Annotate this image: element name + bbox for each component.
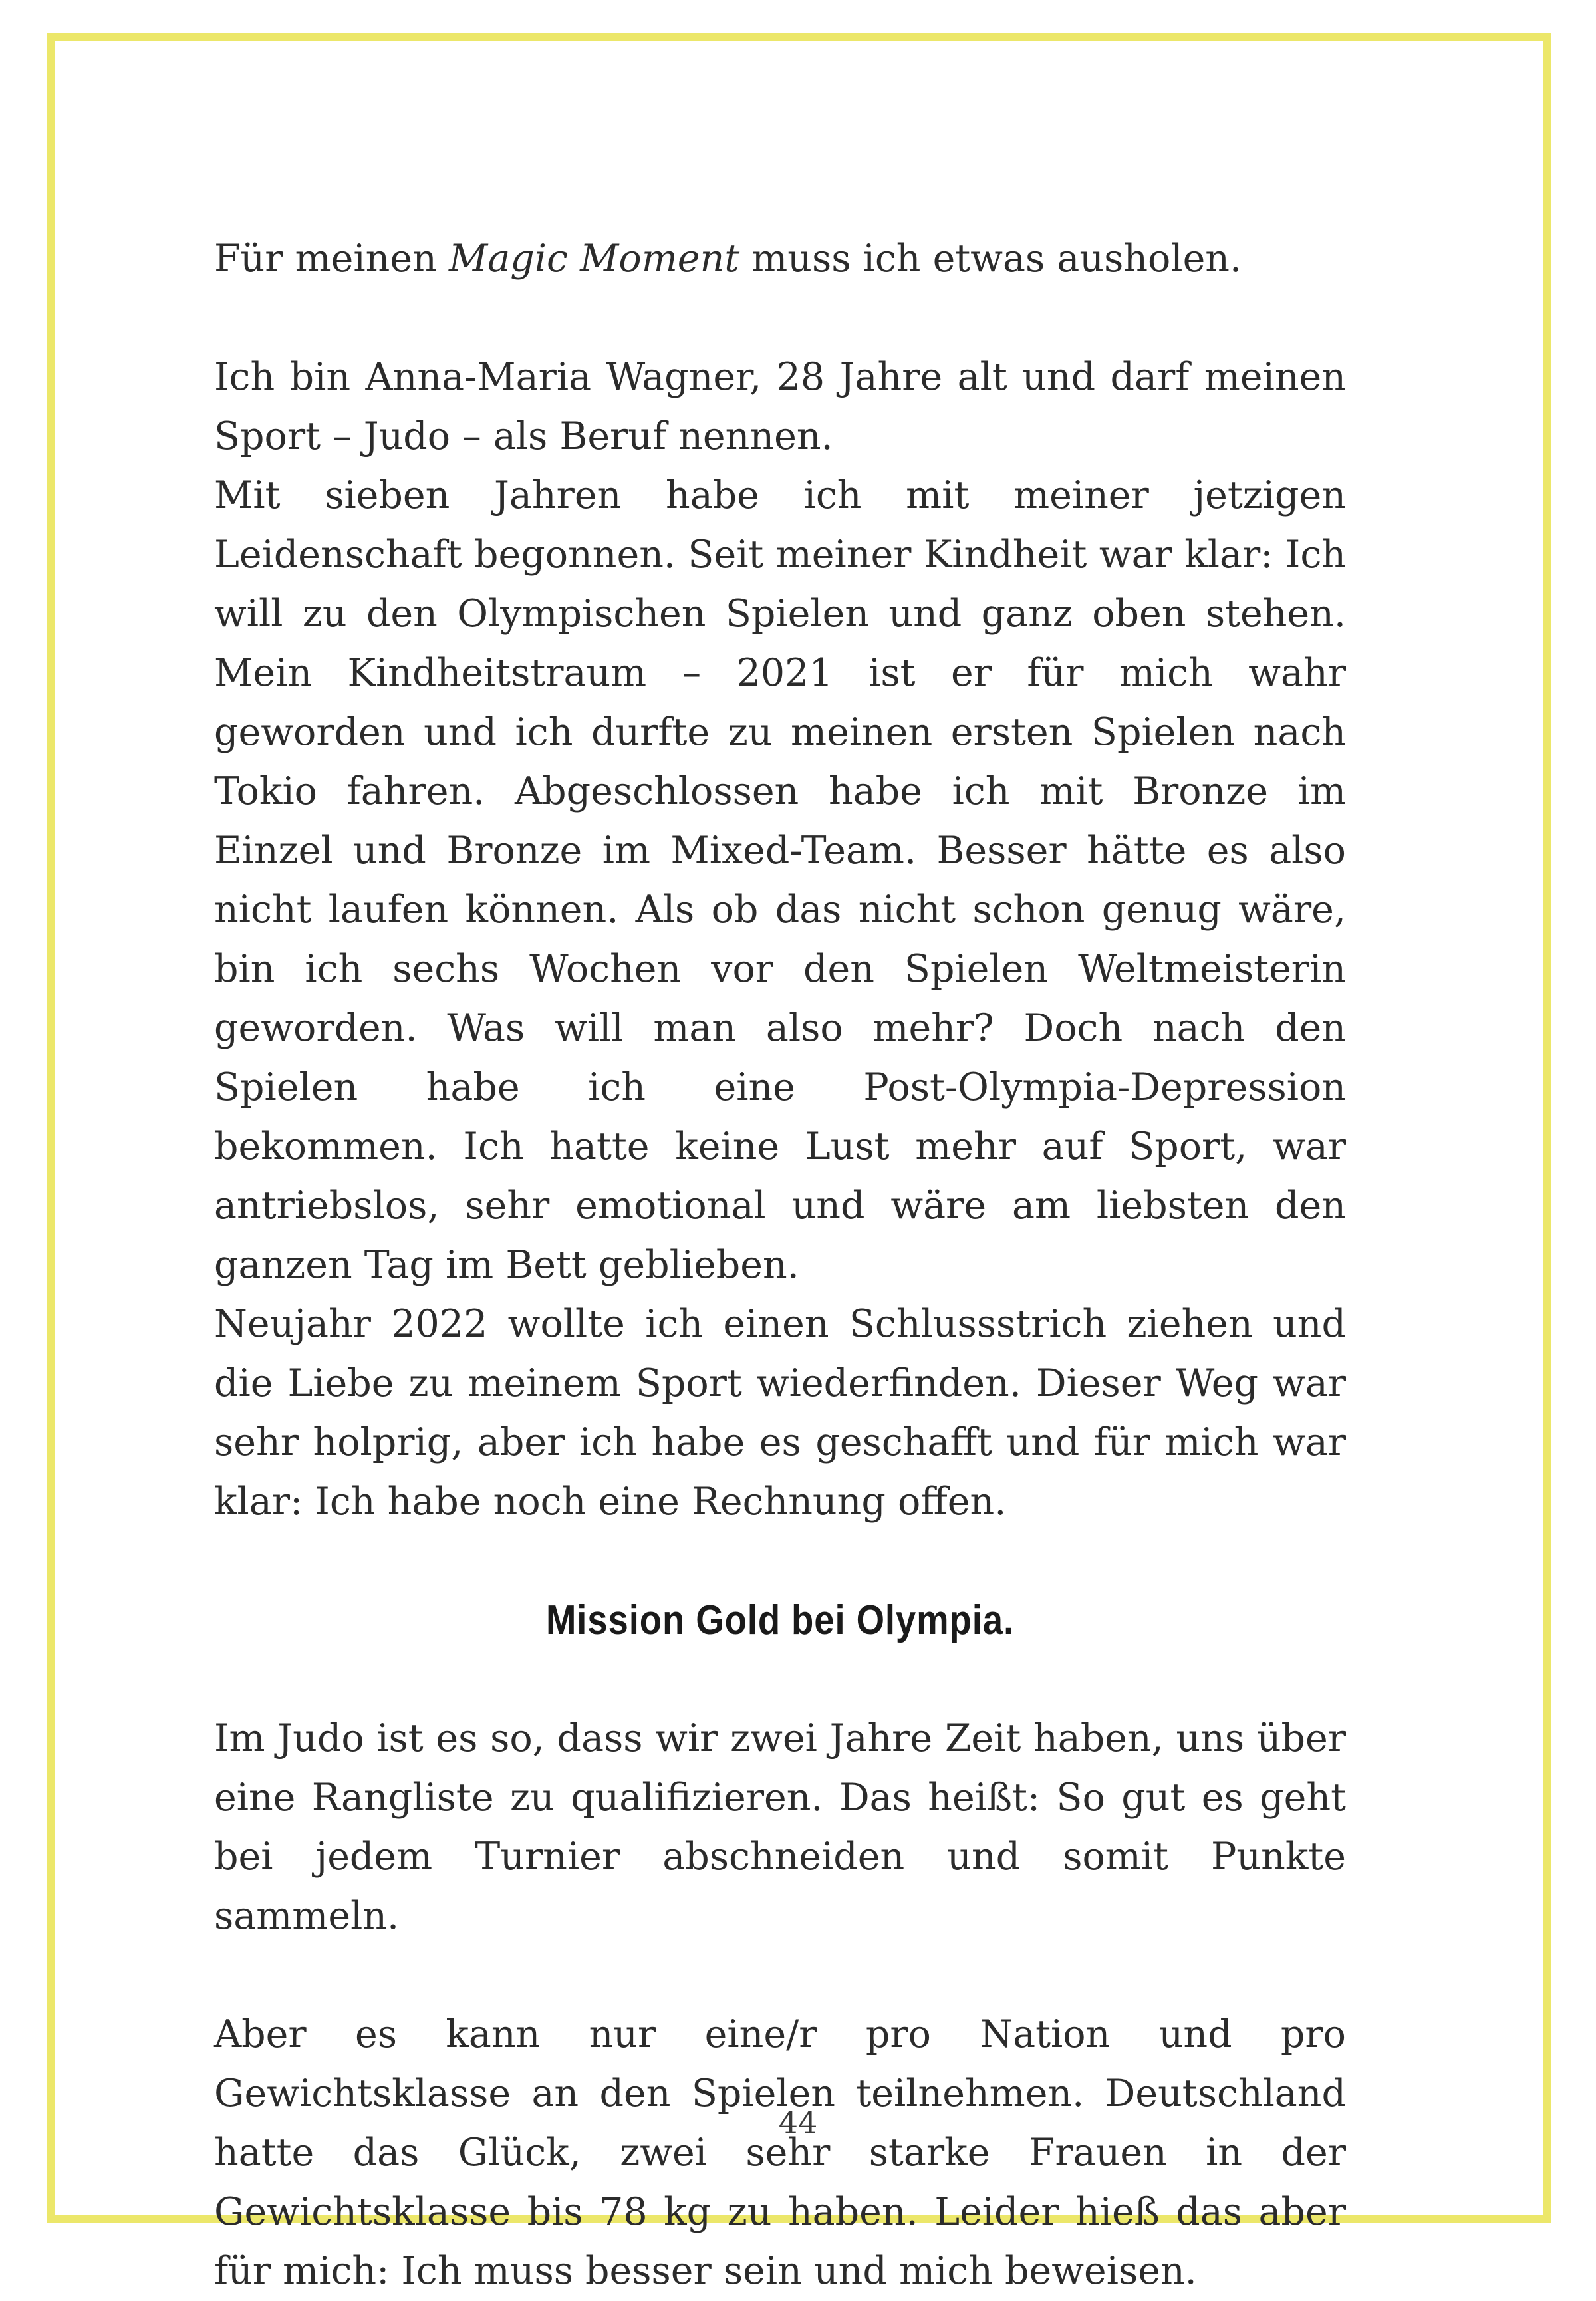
intro-italic-phrase: Magic Moment — [448, 237, 740, 281]
paragraph-introduction: Ich bin Anna-Maria Wagner, 28 Jahre alt und darf meinen Sport – Judo – als Beruf nennen. — [214, 355, 1346, 458]
page-body — [214, 229, 1346, 2301]
intro-paragraph — [214, 229, 1346, 289]
intro-text-before: Für meinen — [214, 237, 449, 281]
paragraph-weight-class: Aber es kann nur eine/r pro Nation und pro Gewichtsklasse an den Spielen teilnehmen. Deutschland hatte das Glück, zwei sehr starke Frauen in der Gewichtsklasse bis 78 kg zu haben. Leider hieß das aber für mich: Ich muss besser sein und mich beweisen. — [214, 2012, 1346, 2293]
page-number: 44 — [778, 2105, 818, 2141]
paragraph-new-year: Neujahr 2022 wollte ich einen Schlussstrich ziehen und die Liebe zu meinem Sport wiederfinden. Dieser Weg war sehr holprig, aber ich habe es geschafft und für mich war klar: Ich habe noch eine Rechnung offen. — [214, 1302, 1346, 1524]
section-heading: Mission Gold bei Olympia. — [545, 1597, 1015, 1643]
paragraph-story: Mit sieben Jahren habe ich mit meiner jetzigen Leidenschaft begonnen. Seit meiner Kindheit war klar: Ich will zu den Olympischen Spielen und ganz oben stehen. Mein Kindheitstraum – 2021 ist er für mich wahr geworden und ich durfte zu meinen ersten Spielen nach Tokio fahren. Abgeschlossen habe ich mit Bronze im Einzel und Bronze im Mixed-Team. Besser hätte es also nicht laufen können. Als ob das nicht schon genug wäre, bin ich sechs Wochen vor den Spielen Weltmeisterin geworden. Was will man also mehr? Doch nach den Spielen habe ich eine Post-Olympia-Depression bekommen. Ich hatte keine Lust mehr auf Sport, war antriebslos, sehr emotional und wäre am liebsten den ganzen Tag im Bett geblieben. — [214, 474, 1346, 1287]
paragraph-qualification: Im Judo ist es so, dass wir zwei Jahre Zeit haben, uns über eine Rangliste zu qualifizieren. Das heißt: So gut es geht bei jedem Turnier abschneiden und somit Punkte sammeln. — [214, 1716, 1346, 1938]
intro-text-after: muss ich etwas ausholen. — [739, 237, 1242, 281]
